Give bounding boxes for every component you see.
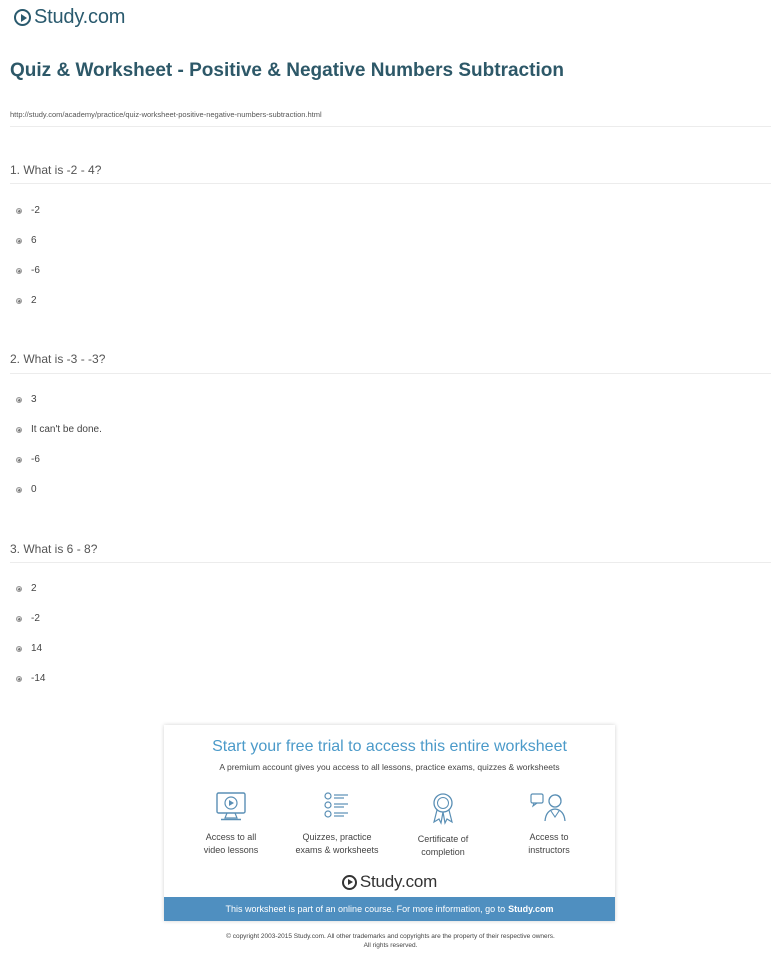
course-info-bar (164, 897, 615, 921)
video-lesson-icon (214, 791, 248, 823)
answer-option[interactable] (16, 673, 45, 684)
divider (10, 183, 771, 184)
logo-text: Study.com (34, 6, 126, 28)
study-link[interactable]: Study.com (508, 904, 554, 914)
feature-label: Access to all (205, 832, 257, 842)
answer-option[interactable] (16, 484, 37, 495)
promo-subheading: A premium account gives you access to all lessons, practice exams, quizzes & worksheets (219, 762, 560, 772)
answer-option[interactable] (16, 265, 40, 276)
option-label: 2 (31, 583, 37, 594)
question-3: 3. What is 6 - 8? (10, 542, 98, 556)
option-label: -6 (31, 265, 40, 276)
feature-label: video lessons (203, 845, 259, 855)
option-label: -2 (31, 205, 40, 216)
option-label: 3 (31, 394, 37, 405)
answer-option[interactable] (16, 643, 42, 654)
answer-option[interactable] (16, 295, 37, 306)
radio-button[interactable] (16, 238, 22, 244)
play-circle-icon (342, 875, 357, 890)
radio-button[interactable] (16, 427, 22, 433)
certificate-icon (426, 791, 460, 825)
course-info-text: This worksheet is part of an online course. For more information, go to (225, 904, 506, 914)
divider (10, 562, 771, 563)
radio-button[interactable] (16, 397, 22, 403)
option-label: 6 (31, 235, 37, 246)
copyright (0, 932, 781, 950)
promo-logo[interactable] (164, 872, 615, 892)
question-1: 1. What is -2 - 4? (10, 163, 102, 177)
feature-certificate (393, 791, 493, 859)
feature-quizzes (287, 791, 387, 857)
divider (10, 126, 771, 127)
radio-button[interactable] (16, 676, 22, 682)
copyright-line: All rights reserved. (363, 942, 418, 949)
promo-heading[interactable]: Start your free trial to access this entire worksheet (212, 738, 567, 755)
option-label: 14 (31, 643, 43, 654)
copyright-line: © copyright 2003-2015 Study.com. All other trademarks and copyrights are the property of their respective owners. (226, 933, 555, 940)
feature-video-lessons (181, 791, 281, 857)
answer-option[interactable] (16, 424, 102, 435)
page-title: Quiz & Worksheet - Positive & Negative Numbers Subtraction (10, 60, 564, 81)
radio-button[interactable] (16, 298, 22, 304)
feature-label: Access to (529, 832, 569, 842)
option-label: 2 (31, 295, 37, 306)
radio-button[interactable] (16, 457, 22, 463)
feature-instructors (499, 791, 599, 857)
answer-option[interactable] (16, 235, 37, 246)
free-trial-promo (164, 725, 615, 921)
answer-option[interactable] (16, 454, 40, 465)
option-label: 0 (31, 484, 37, 495)
feature-label: exams & worksheets (295, 845, 379, 855)
answer-option[interactable] (16, 583, 37, 594)
radio-button[interactable] (16, 487, 22, 493)
feature-label: Certificate of (417, 834, 469, 844)
quiz-list-icon (320, 791, 354, 823)
page-url: http://study.com/academy/practice/quiz-worksheet-positive-negative-numbers-subtraction.html (10, 110, 322, 119)
feature-label: instructors (528, 845, 570, 855)
promo-logo-text: Study.com (359, 872, 438, 891)
option-label: -6 (31, 454, 40, 465)
radio-button[interactable] (16, 586, 22, 592)
radio-button[interactable] (16, 268, 22, 274)
answer-option[interactable] (16, 205, 40, 216)
radio-button[interactable] (16, 616, 22, 622)
feature-label: completion (421, 847, 465, 857)
feature-label: Quizzes, practice (302, 832, 372, 842)
option-label: -2 (31, 613, 40, 624)
divider (10, 373, 771, 374)
radio-button[interactable] (16, 646, 22, 652)
study-logo[interactable] (14, 6, 125, 29)
question-2: 2. What is -3 - -3? (10, 352, 106, 366)
answer-option[interactable] (16, 394, 37, 405)
option-label: -14 (31, 673, 46, 684)
answer-option[interactable] (16, 613, 40, 624)
instructor-icon (529, 791, 569, 823)
option-label: It can't be done. (31, 424, 102, 435)
radio-button[interactable] (16, 208, 22, 214)
play-circle-icon (14, 9, 31, 26)
